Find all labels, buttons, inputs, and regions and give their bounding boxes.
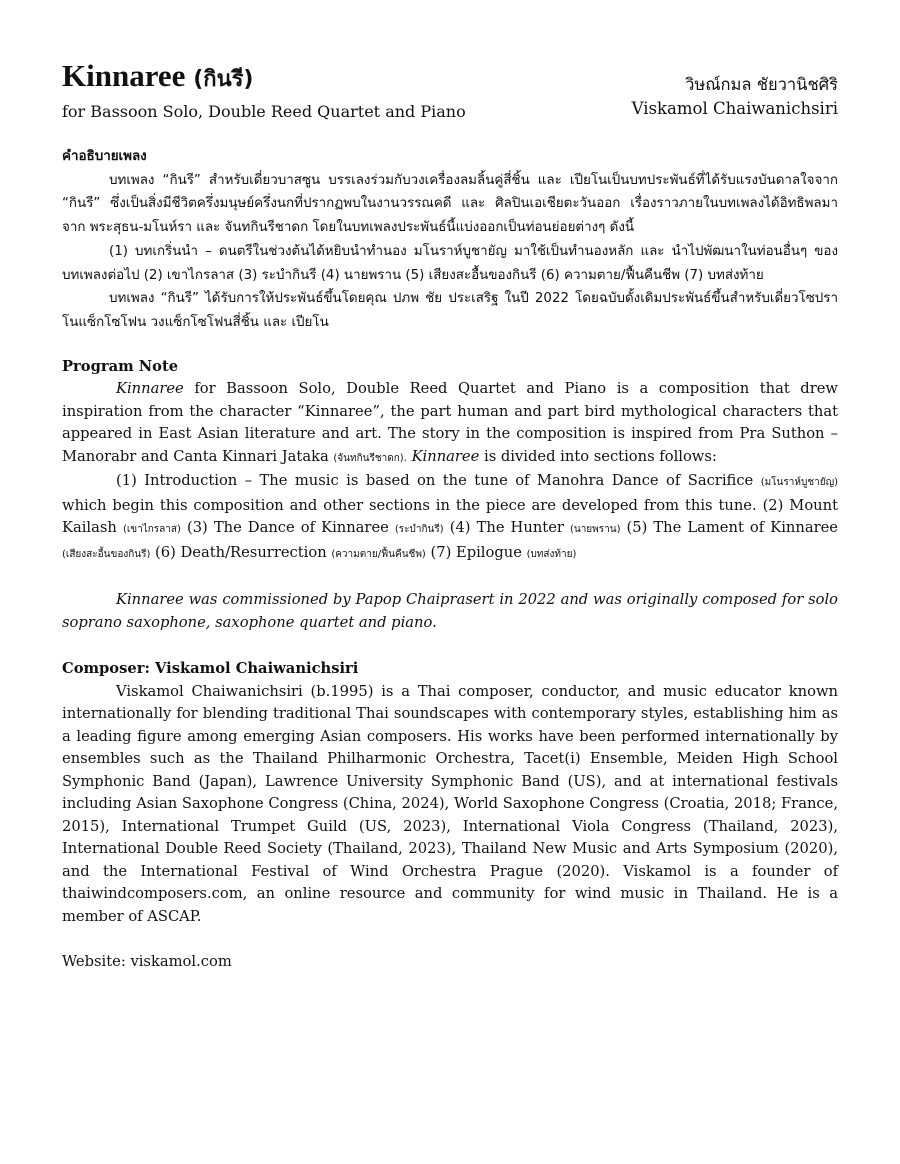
- commission-note: Kinnaree was commissioned by Papop Chaiprasert in 2022 and was originally composed for solo soprano saxophone, saxophone quartet and piano.: [62, 591, 838, 631]
- thai-gloss: (เสียงสะอื้นของกินรี): [62, 548, 151, 560]
- program-note-paragraph: [62, 378, 838, 470]
- text: (7) Epilogue: [425, 543, 527, 561]
- title-thai: (กินรี): [193, 67, 254, 92]
- thai-note-heading: คำอธิบายเพลง: [62, 149, 147, 164]
- title-italic: Kinnaree: [116, 380, 184, 398]
- composer-bio-text: Viskamol Chaiwanichsiri (b.1995) is a Thai composer, conductor, and music educator known internationally for blending traditional Thai soundscapes with contemporary styles, establishing him as a leading figure among emerging Asian composers. His works have been performed internationally by ensembles such as the Thailand Philharmonic Orchestra, Tacet(i) Ensemble, Meiden High School Symphonic Band (Japan), Lawrence University Symphonic Band (US), and at international festivals including Asian Saxophone Congress (China, 2024), World Saxophone Congress (Croatia, 2018; France, 2015), International Trumpet Guild (US, 2023), International Viola Congress (Thailand, 2023), International Double Reed Society (Thailand, 2023), Thailand New Music and Arts Symposium (2020), and the International Festival of Wind Orchestra Prague (2020). Viskamol is a founder of thaiwindcomposers.com, an online resource and community for wind music in Thailand. He is a member of ASCAP.: [62, 682, 838, 925]
- text: for Bassoon Solo, Double Reed Quartet and Piano is a composition that drew inspiration from the character “Kinnaree”, the part human and part bird mythological characters that appeared in East Asian literature and art. The story in the composition is inspired from Pra Suthon – Manorabr and Canta Kinnari Jataka: [62, 380, 838, 465]
- header: [62, 58, 838, 128]
- title-en: Kinnaree: [62, 58, 186, 93]
- program-note-heading: Program Note: [62, 357, 179, 375]
- thai-gloss: (นายพราน): [569, 524, 621, 536]
- thai-note-paragraph: บทเพลง “กินรี” ได้รับการให้ประพันธ์ขึ้นโดยคุณ ปภพ ชัย ประเสริฐ ในปี 2022 โดยฉบับดั้งเดิมประพันธ์ขึ้นสำหรับเดี่ยวโซปราโนแซ็กโซโฟน วงแซ็กโซโฟนสี่ชิ้น และ เปียโน: [62, 291, 838, 330]
- text: (1) Introduction – The music is based on the tune of Manohra Dance of Sacrifice: [116, 472, 761, 490]
- thai-gloss: (จันทกินรีชาดก).: [333, 452, 407, 464]
- text: is divided into sections follows:: [479, 447, 717, 465]
- thai-gloss: (ความตาย/ฟื้นคืนชีพ): [331, 548, 426, 560]
- document-page: [62, 58, 838, 970]
- piece-title: [62, 58, 253, 96]
- text: (4) The Hunter: [443, 519, 570, 537]
- thai-program-note: [62, 145, 838, 335]
- composer-name-thai: วิษณ์กมล ชัยวานิชศิริ: [685, 75, 838, 94]
- thai-gloss: (มโนราห์บูชายัญ): [760, 477, 838, 489]
- composer-bio: [62, 658, 838, 928]
- sections-paragraph: [62, 470, 838, 566]
- text: (5) The Lament of Kinnaree: [620, 519, 838, 537]
- thai-gloss: (บทส่งท้าย): [526, 548, 577, 560]
- website-line: Website: viskamol.com: [62, 953, 232, 971]
- text: (6) Death/Resurrection: [150, 543, 332, 561]
- thai-note-paragraph: บทเพลง “กินรี” สำหรับเดี่ยวบาสซูน บรรเลงร่วมกับวงเครื่องลมลิ้นคู่สี่ชิ้น และ เปียโนเป็นบทประพันธ์ที่ได้รับแรงบันดาลใจจาก “กินรี” ซึ่งเป็นสิ่งมีชีวิตครึ่งมนุษย์ครึ่งนกที่ปรากฏพบในงานวรรณคดี และ ศิลปินเอเชียตะวันออก เรื่องราวภายในบทเพลงได้อิทธิพลมาจาก พระสุธน-มโนห์รา และ จันทกินรีชาดก โดยในบทเพลงประพันธ์นี้แบ่งออกเป็นท่อนย่อยต่างๆ ดังนี้: [62, 172, 838, 236]
- composer-name-en: Viskamol Chaiwanichsiri: [631, 99, 838, 118]
- thai-note-paragraph: (1) บทเกริ่นนำ – ดนตรีในช่วงต้นได้หยิบนำทำนอง มโนราห์บูชายัญ มาใช้เป็นทำนองหลัก และ นำไปพัฒนาในท่อนอื่นๆ ของบทเพลงต่อไป (2) เขาไกรลาส (3) ระบำกินรี (4) นายพราน (5) เสียงสะอื้นของกินรี (6) ความตาย/ฟื้นคืนชีพ (7) บทส่งท้าย: [62, 243, 838, 283]
- composer-bio-heading: Composer: Viskamol Chaiwanichsiri: [62, 660, 359, 678]
- title-italic: Kinnaree: [411, 447, 480, 465]
- text: (3) The Dance of Kinnaree: [180, 519, 395, 537]
- thai-gloss: (ระบำกินรี): [394, 524, 444, 536]
- thai-gloss: (เขาไกรลาส): [122, 524, 181, 536]
- program-note: [62, 356, 838, 635]
- text: which begin this composition and other sections in the piece are developed from this tune. (2) Mount Kailash: [62, 496, 838, 537]
- piece-subtitle: for Bassoon Solo, Double Reed Quartet and Piano: [62, 102, 466, 121]
